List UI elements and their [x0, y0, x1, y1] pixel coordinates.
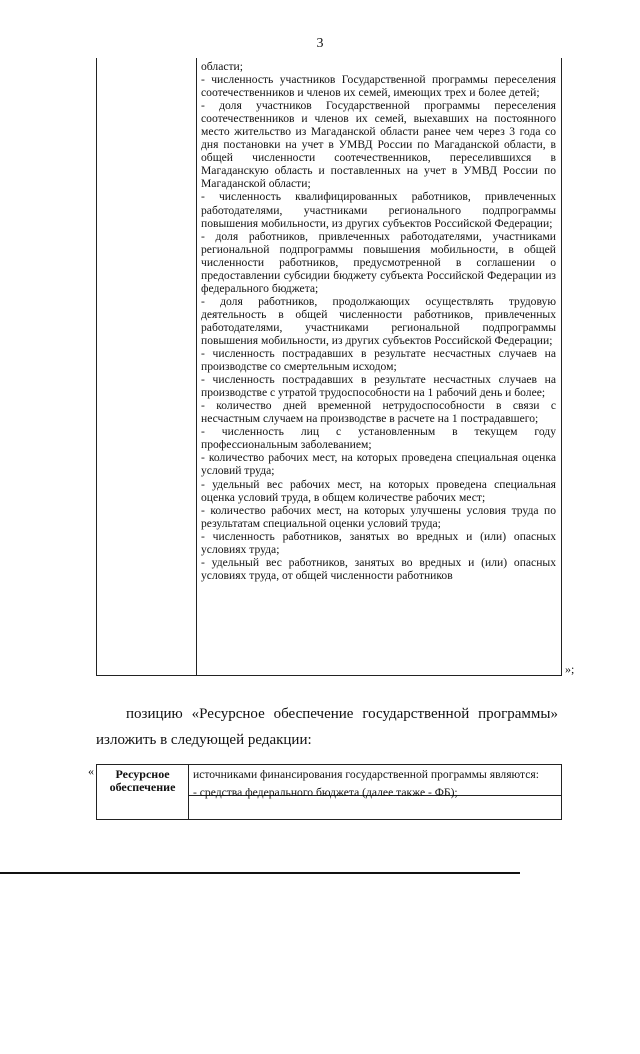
- resource-table: [96, 764, 562, 820]
- indicator-line: - доля работников, продолжающих осуществлять трудовую деятельность в общей численности работников, привлеченных работодателями, участниками региональной подпрограммы повышения мобильности, из других субъектов Российской Федерации;: [201, 294, 556, 347]
- closing-quote: »;: [565, 662, 575, 676]
- indicator-line: - удельный вес работников, занятых во вредных и (или) опасных условиях труда, от общей численности работников: [201, 555, 556, 582]
- indicator-line: области;: [201, 60, 243, 73]
- column-divider: [196, 58, 197, 675]
- indicator-line: - доля участников Государственной программы переселения соотечественников и членов их семей, выехавших на постоянного место жительство из Магаданской области ранее чем через 3 года со дня постановки на учет в УМВД России по Магаданской области, в общей численности соотечественников, переселившихся в Магаданскую область и поставленных на учет в УМВД России по Магаданской области;: [201, 99, 556, 191]
- indicator-line: - численность работников, занятых во вредных и (или) опасных условиях труда;: [201, 529, 556, 556]
- resource-line: источниками финансирования государственной программы являются:: [193, 768, 539, 781]
- indicator-line: - количество дней временной нетрудоспособности в связи с несчастным случаем на производстве в расчете на 1 пострадавшего;: [201, 399, 556, 426]
- resource-label: Ресурсное обеспечение: [109, 767, 176, 794]
- indicators-cell: [201, 60, 556, 582]
- indicator-line: - доля работников, привлеченных работодателями, участниками региональной подпрограммы повышения мобильности, в общей численности работников, предусмотренной в соглашении о предоставлении субсидии бюджету субъекта Российской Федерации из федерального бюджета;: [201, 229, 556, 295]
- indicator-line: - численность пострадавших в результате несчастных случаев на производстве со смертельным исходом;: [201, 347, 556, 374]
- page-number: 3: [316, 36, 324, 51]
- indicator-line: - численность лиц с установленным в текущем году профессиональным заболеванием;: [201, 425, 556, 452]
- resource-line: - средства федерального бюджета (далее также - ФБ);: [193, 785, 458, 799]
- column-divider: [188, 765, 189, 819]
- resource-cell: [193, 768, 555, 799]
- edit-paragraph: изложить в следующей редакции:: [96, 732, 312, 748]
- page-cut-rule: [0, 872, 520, 874]
- indicator-line: - количество рабочих мест, на которых проведена специальная оценка условий труда;: [201, 451, 556, 478]
- opening-quote: «: [88, 764, 94, 778]
- indicator-line: - удельный вес рабочих мест, на которых проведена специальная оценка условий труда, в общем количестве рабочих мест;: [201, 477, 556, 504]
- indicators-table: [96, 58, 562, 676]
- indicator-line: - количество рабочих мест, на которых улучшены условия труда по результатам специальной оценки условий труда;: [201, 503, 556, 530]
- indicator-line: - численность квалифицированных работников, привлеченных работодателями, участниками регионального подпрограммы повышения мобильности, из других субъектов Российской Федерации;: [201, 190, 556, 230]
- indicator-line: - численность пострадавших в результате несчастных случаев на производстве с утратой трудоспособности на 1 рабочий день и более;: [201, 373, 556, 400]
- position-paragraph: позицию «Ресурсное обеспечение государственной программы»: [126, 706, 558, 722]
- indicator-line: - численность участников Государственной программы переселения соотечественников и членов их семей, имеющих трех и более детей;: [201, 73, 556, 100]
